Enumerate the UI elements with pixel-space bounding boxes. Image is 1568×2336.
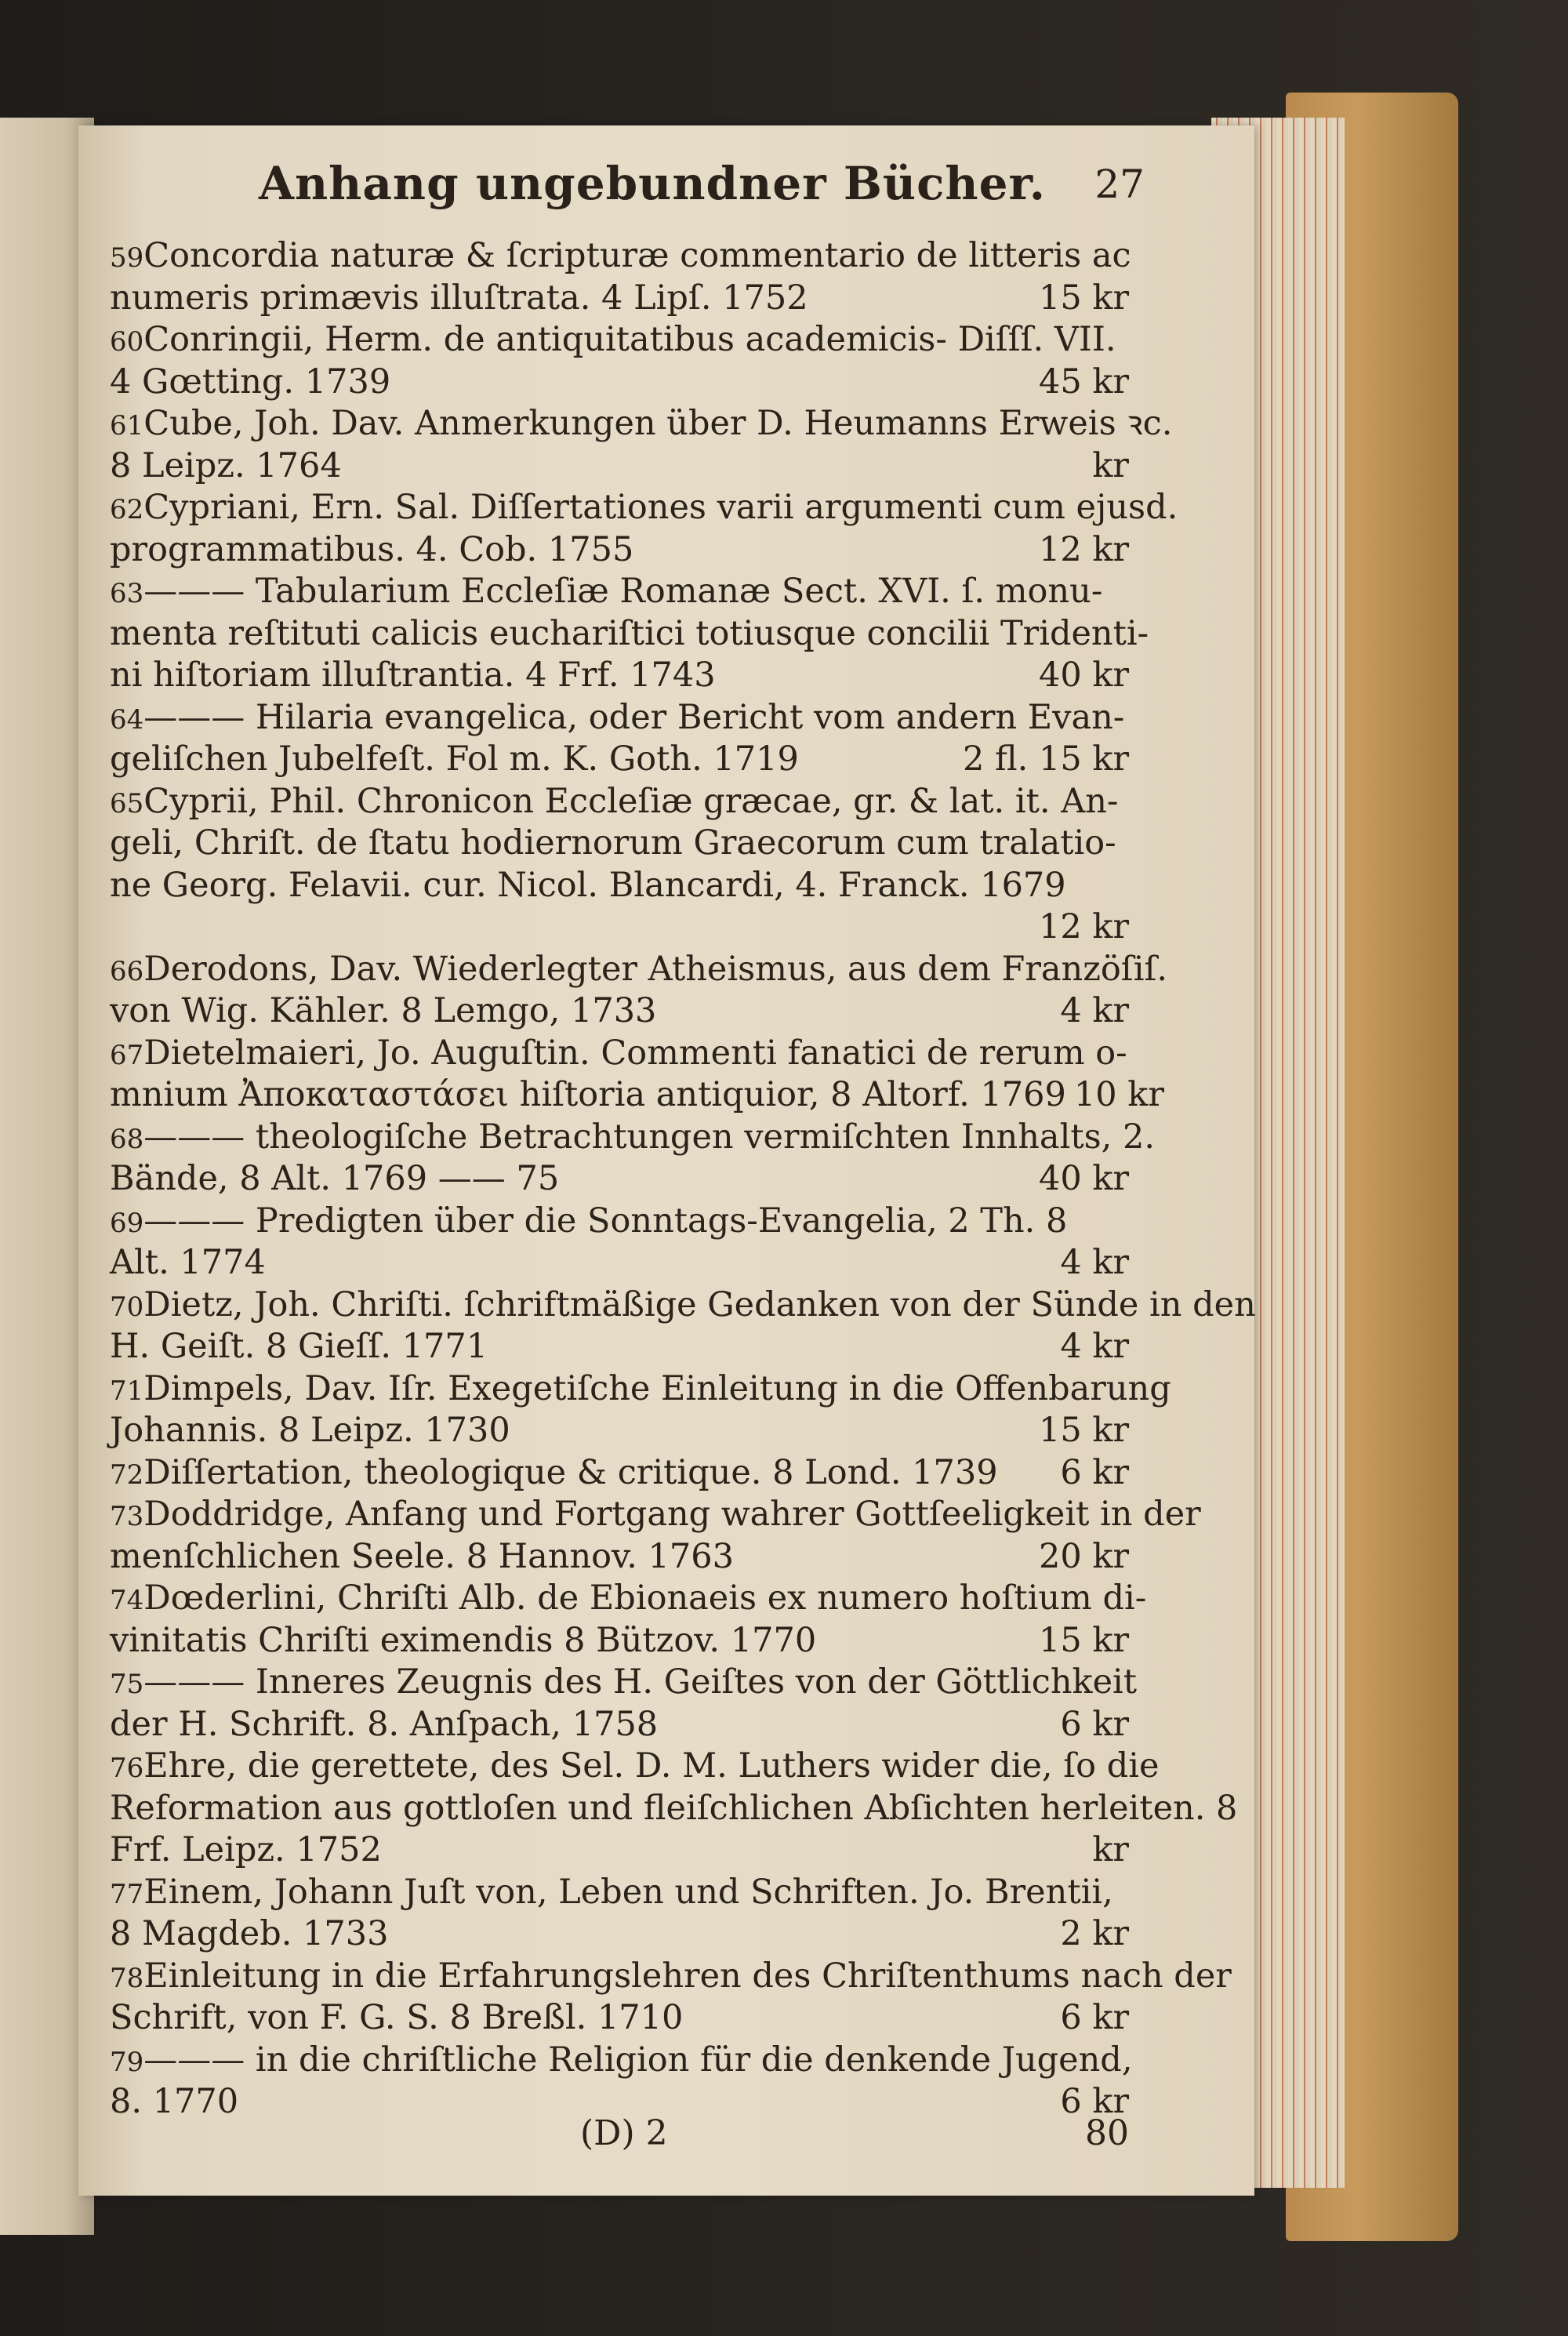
entry-price: 2 fl. 15 kr [962, 739, 1129, 779]
catalog-entry [110, 2040, 1133, 2123]
entry-number: 75 [110, 1669, 144, 1700]
entry-price [1121, 571, 1129, 613]
catalog-entry [110, 1452, 1129, 1495]
entry-line-text: ——— Tabularium Eccleſiæ Romanæ Sect. XVI. ſ. monu- [143, 572, 1103, 611]
entry-line [110, 1117, 1156, 1159]
catalog-entry [110, 403, 1173, 487]
catalog-entry [110, 571, 1149, 697]
catalog-entry [110, 1956, 1232, 2040]
entry-line-text: programmatibus. 4. Cob. 1755 [110, 529, 634, 569]
entry-line-text: Cube, Joh. Dav. Anmerkungen über D. Heumanns Erweis ꝛc. [143, 404, 1173, 443]
entry-line-text: mnium Ἀποκαταστάσει hiſtoria antiquior, 8 Altorf. 1769 [110, 1075, 1066, 1114]
entry-text [110, 1074, 1066, 1117]
entry-number: 72 [110, 1459, 144, 1491]
entry-text [110, 990, 656, 1033]
entry-text [110, 865, 1066, 907]
entry-line-text: Doddridge, Anfang und Fortgang wahrer Gottſeeligkeit in der [143, 1495, 1201, 1534]
entry-price [1149, 613, 1156, 656]
catalog-entry [110, 949, 1168, 1033]
catalog-entry [110, 1494, 1201, 1578]
entry-line [110, 1284, 1256, 1327]
entry-line [110, 1368, 1171, 1411]
entry-text [110, 1242, 266, 1284]
entry-price [1155, 1117, 1163, 1159]
entry-text [110, 1956, 1232, 1998]
entry-line [110, 1074, 1164, 1117]
entry-line [110, 571, 1129, 613]
entry-price [1159, 1746, 1167, 1788]
entry-price: 20 kr [1039, 1536, 1129, 1576]
entry-text [110, 613, 1149, 656]
entry-line-text: Cyprii, Phil. Chronicon Eccleſiæ græcae, gr. & lat. it. An- [143, 781, 1119, 821]
catalog-entry [110, 1368, 1171, 1452]
entry-text [110, 445, 342, 488]
entry-line [110, 1410, 1129, 1452]
entry-price [1121, 781, 1129, 823]
entry-text [110, 1326, 488, 1368]
entry-price: 40 kr [1039, 1159, 1129, 1198]
entry-number: 62 [110, 494, 144, 525]
catalog-entry [110, 1578, 1147, 1662]
entry-line-text: Dœderlini, Chriſti Alb. de Ebionaeis ex numero hoſtium di- [143, 1579, 1147, 1618]
entry-line [110, 697, 1129, 739]
catalog-entry [110, 1201, 1129, 1284]
entry-price: 15 kr [1039, 1411, 1129, 1450]
entry-price: 2 kr [1060, 1914, 1129, 1953]
entry-price: 12 kr [1039, 529, 1129, 569]
entry-line [110, 361, 1129, 404]
catalog-entry [110, 235, 1129, 319]
entry-line-text: Cypriani, Ern. Sal. Diſſertationes varii argumenti cum ejusd. [143, 488, 1178, 527]
entry-line-text: ——— Predigten über die Sonntags-Evangelia, 2 Th. 8 [143, 1201, 1068, 1241]
entry-price: 10 kr [1073, 1075, 1164, 1114]
entry-line-text: menta reſtituti calicis euchariſtici totiusque concilii Tridenti- [110, 613, 1149, 653]
entry-price: 4 kr [1060, 1243, 1129, 1282]
entry-number: 71 [110, 1375, 144, 1407]
entry-number: 68 [110, 1123, 144, 1155]
entry-line [110, 1704, 1129, 1746]
entry-price [1121, 823, 1129, 865]
entry-number: 79 [110, 2046, 144, 2078]
entry-text [110, 739, 799, 781]
entry-text [110, 697, 1124, 739]
entry-line [110, 1788, 1238, 1830]
entry-number: 74 [110, 1585, 144, 1616]
entry-line-text: menſchlichen Seele. 8 Hannov. 1763 [110, 1536, 734, 1576]
entry-line-text: geliſchen Jubelfeſt. Fol m. K. Goth. 1719 [110, 739, 799, 779]
entry-line-text: der H. Schrift. 8. Anſpach, 1758 [110, 1704, 659, 1744]
entry-price [1124, 697, 1132, 739]
catalog-entry [110, 1872, 1129, 1956]
entry-line-text: Derodons, Dav. Wiederlegter Atheismus, aus dem Franzöſiſ. [143, 949, 1168, 989]
entry-line [110, 1033, 1129, 1075]
entry-line-text: Concordia naturæ & ſcripturæ commentario de litteris ac [143, 236, 1131, 275]
entry-text [110, 1704, 658, 1746]
entry-line [110, 1158, 1129, 1201]
entry-number: 64 [110, 703, 144, 736]
catalog-entry [110, 487, 1178, 571]
entry-number: 63 [110, 578, 144, 609]
entry-text [110, 1872, 1113, 1914]
entry-line-text: H. Geiſt. 8 Gieſſ. 1771 [110, 1327, 488, 1366]
entry-price [1137, 1662, 1145, 1704]
entry-text [110, 1578, 1146, 1620]
entry-text [110, 319, 1116, 361]
entry-line [110, 1494, 1201, 1536]
entry-line-text: 8 Leipz. 1764 [110, 445, 342, 485]
entry-price [1171, 1368, 1179, 1411]
entry-number: 78 [110, 1962, 144, 1994]
entry-price: 40 kr [1039, 656, 1129, 695]
entry-line [110, 1913, 1129, 1956]
entry-line [110, 529, 1129, 572]
entry-text [110, 1201, 1067, 1243]
entry-price [1232, 1956, 1240, 1998]
entry-text [110, 1620, 816, 1662]
entry-line [110, 487, 1178, 529]
page-footer [110, 2113, 1129, 2160]
catalog-entry [110, 319, 1129, 403]
entry-line [110, 1997, 1129, 2040]
entry-line-text: Alt. 1774 [110, 1243, 266, 1282]
entry-price [1121, 865, 1129, 907]
entry-line [110, 2040, 1133, 2082]
page-number: 27 [1094, 162, 1145, 207]
catalog-entry [110, 1284, 1256, 1368]
entry-text [110, 1788, 1237, 1830]
entry-line [110, 1956, 1232, 1998]
entry-price: kr [1092, 1830, 1129, 1869]
entry-line-text: von Wig. Kähler. 8 Lemgo, 1733 [110, 991, 657, 1030]
entry-line-text: Reformation aus gottloſen und fleiſchlichen Abſichten herleiten. 8 [110, 1788, 1238, 1828]
entry-price [1256, 1284, 1264, 1327]
entry-price [1121, 1872, 1129, 1914]
entry-line [110, 906, 1129, 949]
entry-price [1201, 1494, 1209, 1536]
entry-line-text: Schrift, von F. G. S. 8 Breßl. 1710 [110, 1998, 684, 2037]
entry-price [1131, 235, 1139, 278]
entry-line [110, 781, 1129, 823]
entry-price: 4 kr [1060, 991, 1129, 1030]
entry-text [110, 1746, 1159, 1788]
entry-line [110, 949, 1168, 991]
entry-price: 6 kr [1060, 1998, 1129, 2037]
entry-line [110, 1872, 1129, 1914]
entry-price: 6 kr [1060, 1452, 1129, 1492]
entry-price [1121, 1201, 1129, 1243]
entry-line [110, 278, 1129, 320]
entry-line [110, 1201, 1129, 1243]
entry-text [110, 529, 633, 572]
entry-line-text: Einem, Johann Juſt von, Leben und Schriften. Jo. Brentii, [143, 1872, 1113, 1912]
entry-number: 76 [110, 1753, 144, 1784]
catalog-entry [110, 1117, 1156, 1201]
entry-line-text: Ehre, die gerettete, des Sel. D. M. Luthers wider die, ſo die [143, 1746, 1160, 1786]
entry-line-text: Diſſertation, theologique & critique. 8 Lond. 1739 [143, 1452, 998, 1492]
entry-number: 59 [110, 242, 144, 274]
entry-line [110, 990, 1129, 1033]
entry-line-text: ——— theologiſche Betrachtungen vermiſchten Innhalts, 2. [143, 1117, 1156, 1157]
entry-text [110, 823, 1116, 865]
entry-price: 6 kr [1060, 1704, 1129, 1744]
entry-text [110, 1284, 1256, 1327]
entry-price [1172, 403, 1180, 445]
entry-line-text: ——— in die chriſtliche Religion für die denkende Jugend, [143, 2040, 1133, 2080]
entry-number: 66 [110, 955, 144, 987]
entry-text [110, 1033, 1127, 1075]
entry-text [110, 1494, 1201, 1536]
entry-line [110, 1662, 1138, 1704]
entry-price [1178, 487, 1185, 529]
entry-line [110, 235, 1129, 278]
entry-line [110, 865, 1129, 907]
entry-number: 67 [110, 1039, 144, 1071]
entry-number: 73 [110, 1501, 144, 1532]
entry-text [110, 1117, 1155, 1159]
entry-price: 45 kr [1039, 361, 1129, 401]
entry-price: 15 kr [1039, 278, 1129, 318]
entry-price [1133, 2040, 1141, 2082]
entry-line-text: Dietelmaieri, Jo. Auguſtin. Commenti fanatici de rerum o- [143, 1033, 1127, 1073]
entry-line-text: ——— Hilaria evangelica, oder Bericht vom andern Evan- [143, 697, 1125, 737]
entry-line [110, 655, 1129, 697]
entry-number: 69 [110, 1207, 144, 1239]
page-header [172, 157, 1145, 220]
entry-text [110, 1158, 559, 1201]
entry-number: 65 [110, 787, 144, 819]
catalog-entries [110, 235, 1256, 2123]
entry-line [110, 1452, 1129, 1495]
entry-number: 77 [110, 1878, 144, 1910]
entry-line-text: geli, Chriſt. de ſtatu hodiernorum Graecorum cum tralatio- [110, 823, 1116, 863]
entry-price: kr [1092, 445, 1129, 485]
entry-line-text: vinitatis Chriſti eximendis 8 Bützov. 1770 [110, 1620, 817, 1660]
entry-line [110, 1829, 1129, 1872]
entry-line [110, 1536, 1129, 1579]
entry-price [1121, 319, 1129, 361]
entry-text [110, 361, 390, 404]
entry-line [110, 1746, 1160, 1788]
entry-number: 60 [110, 326, 144, 358]
entry-price: 15 kr [1039, 1620, 1129, 1660]
entry-text [110, 1662, 1137, 1704]
running-title: Anhang ungebundner Bücher. [259, 157, 1046, 210]
entry-price: 4 kr [1060, 1327, 1129, 1366]
entry-line [110, 319, 1129, 361]
entry-line-text: Frf. Leipz. 1752 [110, 1830, 382, 1869]
entry-line [110, 1242, 1129, 1284]
entry-number: 61 [110, 410, 144, 441]
entry-text [110, 1452, 998, 1495]
entry-text [110, 949, 1167, 991]
entry-text [110, 1368, 1171, 1411]
entry-text [110, 571, 1102, 613]
entry-line [110, 1326, 1129, 1368]
catchword: 80 [1085, 2113, 1129, 2153]
entry-line [110, 445, 1129, 488]
entry-text [110, 487, 1178, 529]
entry-line-text: Johannis. 8 Leipz. 1730 [110, 1411, 510, 1450]
entry-line [110, 823, 1129, 865]
entry-text [110, 1829, 382, 1872]
catalog-entry [110, 1746, 1238, 1872]
entry-text [110, 655, 716, 697]
catalog-entry [110, 781, 1129, 949]
entry-text [110, 2040, 1133, 2082]
catalog-entry [110, 697, 1129, 781]
entry-line-text: 8 Magdeb. 1733 [110, 1914, 389, 1953]
entry-text [110, 278, 808, 320]
entry-text [110, 1410, 510, 1452]
entry-text [110, 1997, 683, 2040]
entry-price [1127, 1033, 1135, 1075]
entry-line-text: numeris primævis illuſtrata. 4 Lipſ. 1752 [110, 278, 808, 318]
entry-price: 6 kr [1060, 2082, 1129, 2121]
entry-number: 70 [110, 1291, 144, 1323]
catalog-entry [110, 1662, 1138, 1746]
entry-line-text: Bände, 8 Alt. 1769 —— 75 [110, 1159, 560, 1198]
entry-line [110, 403, 1173, 445]
entry-text [110, 235, 1131, 278]
entry-line-text: Einleitung in die Erfahrungslehren des Chriſtenthums nach der [143, 1956, 1232, 1996]
entry-price [1237, 1788, 1245, 1830]
entry-line [110, 1620, 1129, 1662]
entry-line-text: ——— Inneres Zeugnis des H. Geiſtes von der Göttlichkeit [143, 1662, 1138, 1702]
entry-line-text: 4 Gœtting. 1739 [110, 361, 391, 401]
entry-line [110, 1578, 1147, 1620]
entry-price [1167, 949, 1175, 991]
entry-price: 12 kr [1039, 907, 1129, 946]
entry-line-text: ni hiſtoriam illuſtrantia. 4 Frf. 1743 [110, 656, 716, 695]
signature-mark: (D) 2 [580, 2113, 668, 2153]
entry-line-text: ne Georg. Felavii. cur. Nicol. Blancardi, 4. Franck. 1679 [110, 865, 1066, 905]
entry-line-text: 8. 1770 [110, 2082, 239, 2121]
entry-text [110, 403, 1172, 445]
entry-line-text: Conringii, Herm. de antiquitatibus academicis- Diſſſ. VII. [143, 320, 1116, 359]
entry-text [110, 1536, 734, 1579]
entry-text [110, 1913, 389, 1956]
catalog-entry [110, 1033, 1164, 1117]
entry-line [110, 739, 1129, 781]
entry-line-text: Dimpels, Dav. Iſr. Exegetiſche Einleitung in die Offenbarung [143, 1368, 1171, 1408]
entry-price [1146, 1578, 1154, 1620]
entry-text [110, 781, 1118, 823]
entry-line-text: Dietz, Joh. Chriſti. ſchriftmäßige Gedanken von der Sünde in den [143, 1284, 1256, 1324]
entry-line [110, 613, 1149, 656]
